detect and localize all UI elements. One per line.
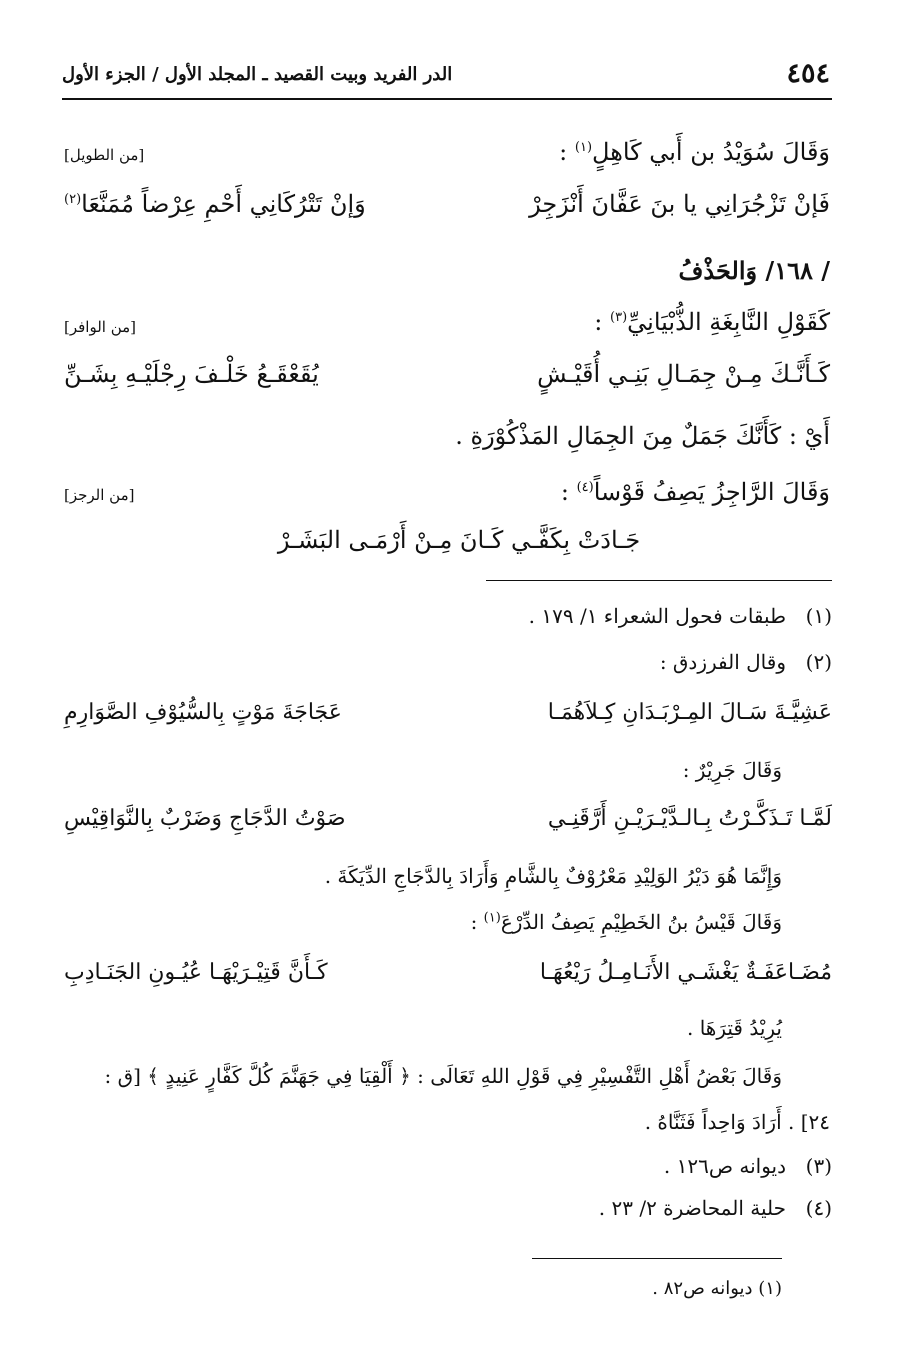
- footnote-2-note: وَإِنَّمَا هُوَ دَيْرُ الوَلِيْدِ مَعْرُوْفٌ بِالشَّامِ وَأَرَادَ بِالدَّجَاجِ الدِّيَكَةَ .: [324, 864, 782, 888]
- footnote-ref-4: (٤): [576, 480, 594, 495]
- verse-3: جَـادَتْ بِكَفَّـي كَـانَ مِـنْ أَرْمَـى البَشَـرْ: [277, 526, 641, 554]
- verse-1: [64, 190, 830, 232]
- footnote-2-verse-3: [64, 960, 832, 1002]
- footnote-3-text: ديوانه ص١٢٦ .: [663, 1154, 786, 1178]
- footnote-2-jarir-intro: وَقَالَ جَرِيْرٌ :: [682, 758, 782, 782]
- meter-tawil: [من الطويل]: [64, 146, 145, 164]
- footnote-2-tafsir-line-1: وَقَالَ بَعْضُ أَهْلِ التَّفْسِيْرِ فِي قَوْلِ اللهِ تَعَالَى : ﴿ أَلْقِيَا فِي جَهَنَّمَ كُلَّ كَفَّارٍ عَنِيدٍ ﴾ [ق :: [104, 1064, 782, 1088]
- footnote-ref-1: (١): [574, 140, 593, 155]
- footnote-2-tafsir-line-2: ٢٤] . أَرَادَ وَاحِداً فَثَنَّاهُ .: [644, 1110, 830, 1134]
- footnote-2-number: (٢): [805, 650, 832, 674]
- footnote-2-verse-2: [64, 806, 832, 848]
- footnote-2-qays-intro: [471, 910, 782, 934]
- footnote-2-verse-1: [64, 700, 832, 742]
- intro-nabigha: [594, 308, 830, 336]
- footnote-2-verse-2-first: لَمَّـا تَـذَكَّـرْتُ بِـالـدَّيْـرَيْـنِ أَرَّقَنِـي: [547, 806, 832, 831]
- sub-footnote-ref-1: (١): [483, 910, 501, 926]
- footnote-2-verse-3-second: كَـأَنَّ قَتِيْـرَيْهَـا عُيُـونِ الجَنَـادِبِ: [64, 960, 328, 985]
- footnote-4-number: (٤): [805, 1196, 832, 1220]
- running-title: الدر الفريد وبيت القصيد ـ المجلد الأول / الجزء الأول: [62, 64, 453, 85]
- section-heading: / ١٦٨/ وَالحَذْفُ: [678, 256, 830, 285]
- footnote-1: [64, 604, 832, 638]
- intro-rajiz: [561, 478, 830, 506]
- footnote-3: [64, 1154, 832, 1188]
- page-number: ٤٥٤: [786, 58, 830, 89]
- verse-1-first-hemistich: فَإنْ تَزْجُرَانِي يا بنَ عَفَّانَ أَنْزَجِرْ: [529, 190, 830, 218]
- header-rule: [62, 98, 832, 100]
- verse-1-second-hemistich: [64, 190, 366, 218]
- verse-2-second-hemistich: يُقَعْقَـعُ خَلْـفَ رِجْلَيْـهِ بِشَـنِّ: [64, 360, 319, 388]
- footnote-3-number: (٣): [805, 1154, 832, 1178]
- verse-2-first-hemistich: كَـأَنَّـكَ مِـنْ جِمَـالِ بَنِـي أُقَيْـشٍ: [537, 360, 830, 388]
- meter-rajaz: [من الرجز]: [64, 486, 135, 504]
- colon: :: [470, 910, 478, 934]
- colon: :: [560, 478, 569, 506]
- colon: :: [559, 138, 568, 166]
- verse-1-second-text: وَإنْ تَتْرُكَانِي أَحْمِ عِرْضاً مُمَنَّعَا: [81, 190, 366, 218]
- footnote-rule: [486, 580, 832, 581]
- footnote-4: [64, 1196, 832, 1230]
- intro-suwayd: [559, 138, 830, 166]
- footnote-2-verse-1-first: عَشِيَّـةَ سَـالَ المِـرْبَـدَانِ كِـلاَهُمَـا: [547, 700, 832, 725]
- footnote-2-verse-2-second: صَوْتُ الدَّجَاجِ وَضَرْبٌ بِالنَّوَاقِيْسِ: [64, 806, 346, 831]
- running-head: [62, 58, 830, 88]
- meter-wafir: [من الوافر]: [64, 318, 137, 336]
- intro-nabigha-text: كَقَوْلِ النَّابِغَةِ الذُّبْيَانِيِّ: [627, 308, 830, 336]
- footnote-2-text: وقال الفرزدق :: [659, 650, 786, 674]
- gloss-line: أَيْ : كَأَنَّكَ جَمَلٌ مِنَ الجِمَالِ المَذْكُوْرَةِ .: [455, 422, 830, 450]
- sub-footnote-rule: [532, 1258, 782, 1259]
- footnote-2: [64, 650, 832, 684]
- footnote-2-qatir: يُرِيْدُ قَتِرَهَا .: [686, 1016, 782, 1040]
- footnote-2-qays-text: وَقَالَ قَيْسُ بنُ الخَطِيْمِ يَصِفُ الدِّرْعَ: [500, 910, 782, 934]
- footnote-2-verse-1-second: عَجَاجَةَ مَوْتٍ بِالسُّيُوْفِ الصَّوَارِمِ: [64, 700, 342, 725]
- sub-footnote-1: (١) ديوانه ص٨٢ .: [652, 1278, 782, 1299]
- footnote-1-number: (١): [805, 604, 832, 628]
- intro-rajiz-text: وَقَالَ الرَّاجِزُ يَصِفُ قَوْساً: [593, 478, 830, 506]
- colon: :: [594, 308, 603, 336]
- intro-suwayd-text: وَقَالَ سُوَيْدُ بن أَبي كَاهِلٍ: [592, 138, 830, 166]
- footnote-ref-3: (٣): [610, 310, 628, 325]
- footnote-1-text: طبقات فحول الشعراء ١/ ١٧٩ .: [528, 604, 786, 628]
- footnote-4-text: حلية المحاضرة ٢/ ٢٣ .: [598, 1196, 786, 1220]
- footnote-2-verse-3-first: مُضَـاعَفَـةٌ يَغْشَـي الأَنَـامِـلُ رَيْعُهَـا: [539, 960, 832, 985]
- verse-2: [64, 360, 830, 402]
- footnote-ref-2: (٢): [64, 192, 82, 207]
